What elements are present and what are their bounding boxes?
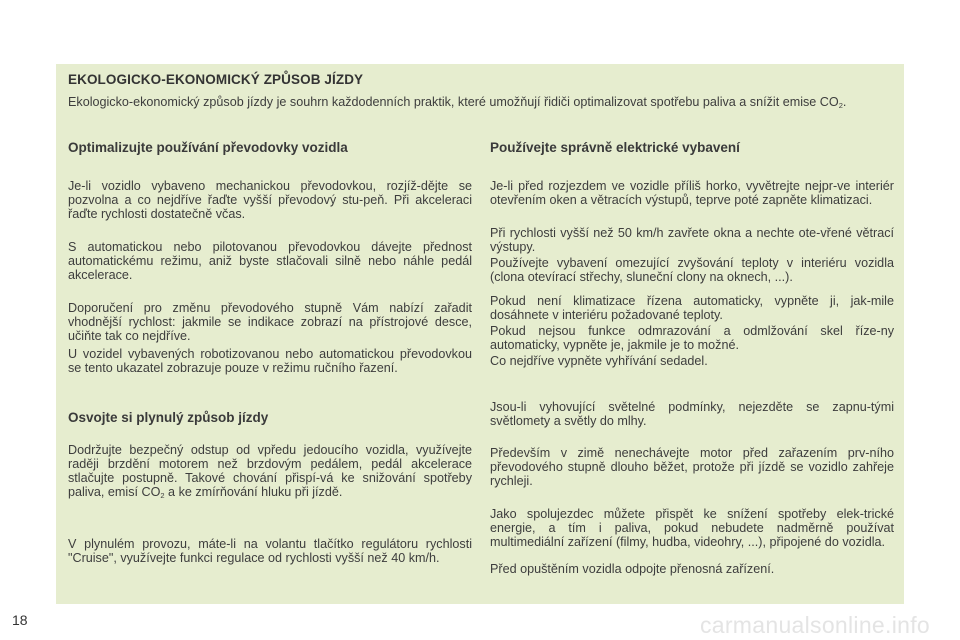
paragraph-robotized-gearbox: U vozidel vybavených robotizovanou nebo automatickou převodovkou se tento ukazatel zobrazuje pouze v režimu ručního řazení. — [68, 347, 472, 375]
page-title: EKOLOGICKO-EKONOMICKÝ ZPŮSOB JÍZDY — [68, 72, 364, 87]
paragraph-automatic-gearbox: S automatickou nebo pilotovanou převodovkou dávejte přednost automatickému režimu, aniž byste stlačovali silně nebo náhle pedál akcelerace. — [68, 240, 472, 282]
paragraph-safe-distance — [68, 443, 472, 499]
paragraph-ventilate-first: Je-li před rozjezdem ve vozidle příliš horko, vyvětrejte nejpr-ve interiér otevřením oken a větracích výstupů, teprve poté zapněte klimatizaci. — [490, 179, 894, 207]
heading-gearbox: Optimalizujte používání převodovky vozidla — [68, 140, 348, 155]
safe-distance-text: Dodržujte bezpečný odstup od vpředu jedoucího vozidla, využívejte raději brzdění motorem než brzdovým pedálem, pedál akcelerace stlačujte postupně. Takové chování přispí-vá ke snižování spotřeby paliva, emisí CO — [68, 443, 472, 499]
watermark: carmanualsonline.info — [699, 612, 930, 638]
intro-paragraph — [68, 95, 894, 109]
page-number: 18 — [12, 612, 28, 628]
paragraph-multimedia: Jako spolujezdec můžete přispět ke snížení spotřeby elek-trické energie, a tím i paliva, pokud nebudete nadměrně používat multimediální zařízení (filmy, hudba, videohry, ...), připojené do vozidla. — [490, 507, 894, 549]
paragraph-gear-shift-indicator: Doporučení pro změnu převodového stupně Vám nabízí zařadit vhodnější rychlost: jakmile se indikace zobrazí na přístrojové desce, učiňte tak co nejdříve. — [68, 301, 472, 343]
intro-text-end: . — [842, 95, 847, 109]
paragraph-cruise-control: V plynulém provozu, máte-li na volantu tlačítko regulátoru rychlosti "Cruise", využívejte funkci regulace od rychlosti vyšší než 40 km/h. — [68, 537, 472, 565]
paragraph-engine-warmup: Především v zimě nenechávejte motor před zařazením prv-ního převodového stupně dlouho běžet, protože při jízdě se vozidlo zahřeje rychleji. — [490, 446, 894, 488]
paragraph-portable-devices: Před opuštěním vozidla odpojte přenosná zařízení. — [490, 562, 775, 576]
heading-electrical-equipment: Používejte správně elektrické vybavení — [490, 140, 740, 155]
paragraph-manual-gearbox: Je-li vozidlo vybaveno mechanickou převodovkou, rozjíž-dějte se pozvolna a co nejdříve řaďte vyšší převodový stu-peň. Při akceleraci řaďte rychlosti dostatečně včas. — [68, 179, 472, 221]
paragraph-seat-heating: Co nejdříve vypněte vyhřívání sedadel. — [490, 354, 708, 368]
paragraph-defrosting: Pokud nejsou funkce odmrazování a odmlžování skel říze-ny automaticky, vypněte je, jakmile je to možné. — [490, 324, 894, 352]
safe-distance-text-end: a ke zmírňování hluku při jízdě. — [164, 485, 343, 499]
intro-subscript: 2 — [838, 101, 843, 110]
intro-text: Ekologicko-ekonomický způsob jízdy je souhrn každodenních praktik, které umožňují řidiči optimalizovat spotřebu paliva a snížit emise CO — [68, 95, 839, 109]
paragraph-air-conditioning: Pokud není klimatizace řízena automaticky, vypněte ji, jak-mile dosáhnete v interiéru požadované teploty. — [490, 294, 894, 322]
heading-smooth-driving: Osvojte si plynulý způsob jízdy — [68, 410, 269, 425]
paragraph-sun-blinds: Používejte vybavení omezující zvyšování teploty v interiéru vozidla (clona otevírací střechy, sluneční clony na oknech, ...). — [490, 256, 894, 284]
paragraph-close-windows: Při rychlosti vyšší než 50 km/h zavřete okna a nechte ote-vřené větrací výstupy. — [490, 226, 894, 254]
safe-distance-subscript: 2 — [160, 491, 165, 500]
paragraph-headlamps: Jsou-li vyhovující světelné podmínky, nejezděte se zapnu-tými světlomety a světly do mlhy. — [490, 400, 894, 428]
